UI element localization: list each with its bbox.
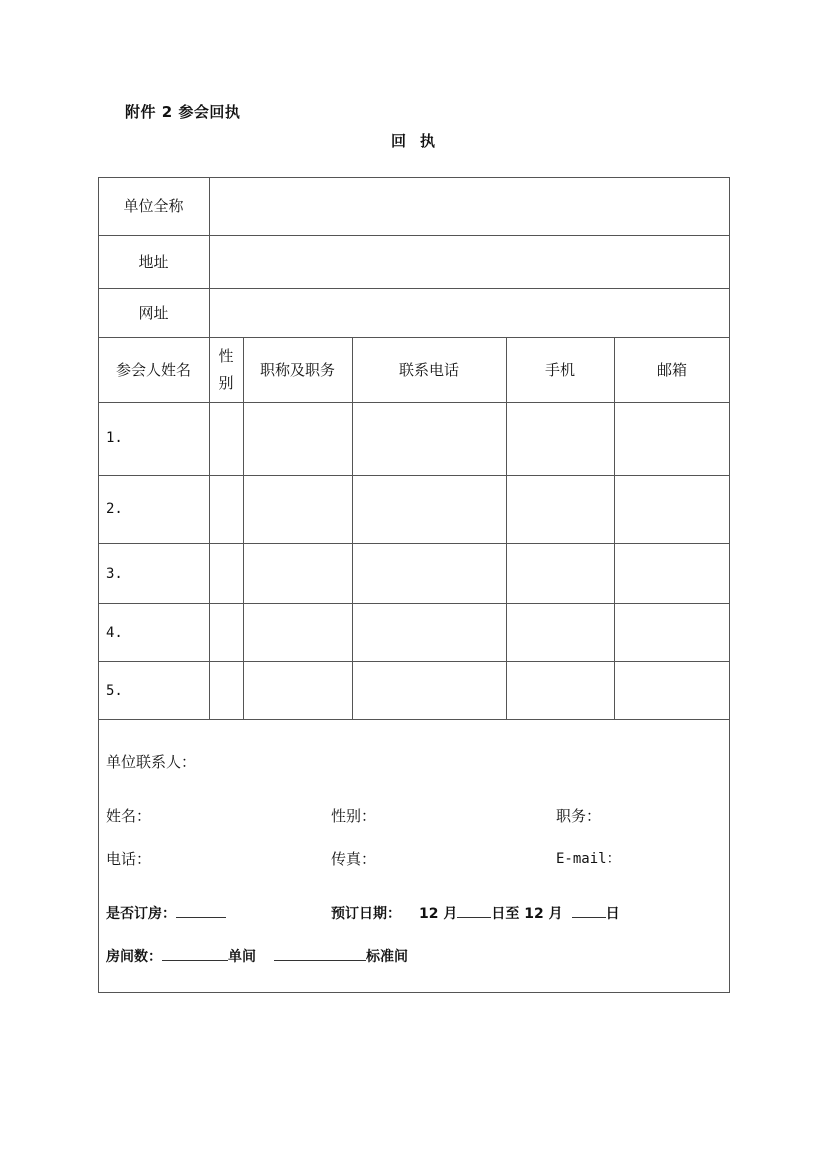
unit-name-field[interactable]: [210, 178, 729, 235]
room-booking-line: [106, 903, 226, 923]
title-position-header: 职称及职务: [259, 360, 335, 379]
single-room-label: 单间: [228, 949, 256, 965]
unit-contact-heading: 单位联系人：: [106, 753, 197, 771]
mobile-header: 手机: [544, 360, 575, 379]
attendee-name-header: 参会人姓名: [115, 360, 191, 379]
day-end: 日: [605, 906, 620, 922]
phone-label: 电话：: [106, 850, 152, 868]
standard-room-blank[interactable]: [274, 946, 366, 961]
single-room-blank[interactable]: [162, 946, 228, 961]
booking-date-line: [331, 903, 620, 923]
row-number-2: 2.: [106, 501, 123, 517]
row-divider: [98, 603, 730, 604]
standard-room-label: 标准间: [366, 949, 408, 965]
gender-header-line2: 别: [218, 373, 234, 392]
name-label: 姓名：: [106, 807, 152, 825]
row-divider: [98, 719, 730, 720]
room-count-line: [106, 946, 408, 966]
address-label: 地址: [138, 252, 169, 271]
row-divider: [98, 543, 730, 544]
day-to-month: 日至 12 月: [491, 906, 563, 922]
gender-header-line1: 性: [218, 346, 234, 365]
attachment-title: 附件 2 参会回执: [125, 103, 241, 121]
start-day-blank[interactable]: [457, 903, 491, 918]
form-title: 回执: [390, 132, 449, 150]
booking-date-label: 预订日期：: [331, 906, 401, 922]
gender-header: [209, 337, 243, 402]
website-label: 网址: [138, 303, 169, 322]
room-booking-label: 是否订房：: [106, 906, 176, 922]
phone-header: 联系电话: [398, 360, 459, 379]
month-start: 12 月: [419, 906, 458, 922]
website-field[interactable]: [210, 289, 729, 337]
unit-name-label: 单位全称: [123, 197, 184, 215]
email-header: 邮箱: [656, 360, 687, 379]
row-divider: [98, 402, 730, 403]
position-label: 职务：: [556, 807, 602, 825]
fax-label: 传真：: [331, 850, 377, 868]
end-day-blank[interactable]: [572, 903, 606, 918]
row-number-5: 5.: [106, 683, 123, 699]
row-number-1: 1.: [106, 430, 123, 446]
row-number-4: 4.: [106, 625, 123, 641]
address-field[interactable]: [210, 236, 729, 288]
email-label: E-mail：: [556, 851, 621, 867]
room-booking-blank[interactable]: [176, 903, 226, 918]
row-number-3: 3.: [106, 566, 123, 582]
row-divider: [98, 661, 730, 662]
row-divider: [98, 475, 730, 476]
room-count-label: 房间数：: [106, 949, 162, 965]
gender-label: 性别：: [331, 807, 377, 825]
